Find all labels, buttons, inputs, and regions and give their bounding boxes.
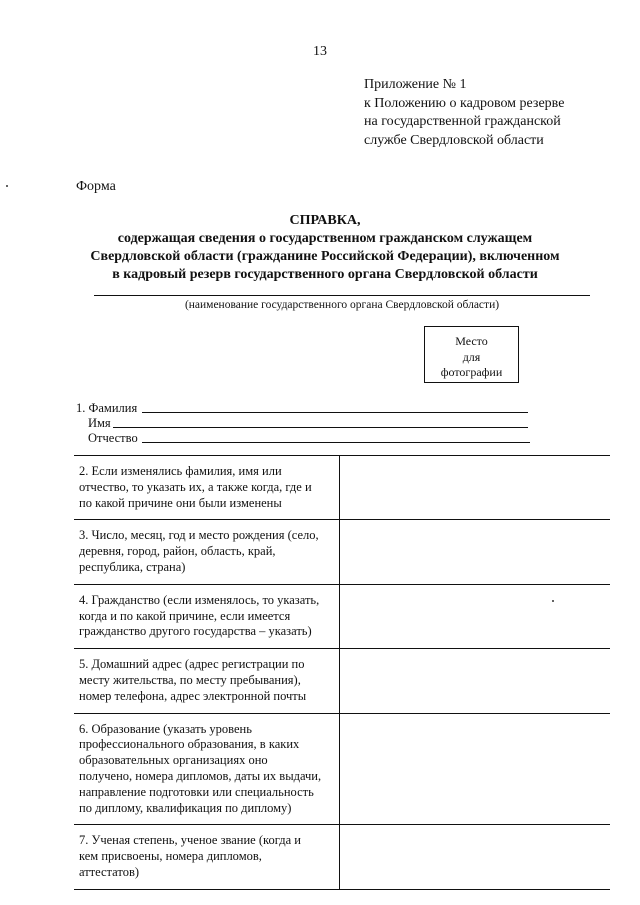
title-line: Свердловской области (гражданине Российской Федерации), включенном <box>90 249 560 264</box>
row-label: 7. Ученая степень, ученое звание (когда и кем присвоены, номера дипломов, аттестатов) <box>74 825 340 889</box>
photo-label-line: для <box>462 349 481 364</box>
table-row <box>74 825 610 889</box>
row-label: 5. Домашний адрес (адрес регистрации по месту жительства, по месту пребывания), номер телефона, адрес электронной почты <box>74 649 340 713</box>
row-value-field[interactable] <box>340 520 611 584</box>
patronymic-field[interactable] <box>142 442 530 443</box>
appendix-line: на государственной гражданской <box>364 114 561 129</box>
table-row <box>74 456 610 520</box>
table-row <box>74 713 610 825</box>
row-label: 6. Образование (указать уровень профессионального образования, в каких образовательных организациях оно получено, номера дипломов, даты их выдачи, направление подготовки или специальность по диплому, квалификация по диплому) <box>74 713 340 825</box>
first-name-label: Имя <box>88 416 111 430</box>
row-value-field[interactable] <box>340 584 611 648</box>
surname-label: 1. Фамилия <box>76 401 138 415</box>
scan-speck <box>6 185 8 187</box>
surname-field[interactable] <box>142 412 528 413</box>
appendix-note <box>364 76 564 150</box>
photo-label-line: фотографии <box>440 365 503 379</box>
row-value-field[interactable] <box>340 649 611 713</box>
title-line: в кадровый резерв государственного органа Свердловской области <box>112 267 538 282</box>
row-label: 3. Число, месяц, год и место рождения (село, деревня, город, район, область, край, республика, страна) <box>74 520 340 584</box>
info-table <box>74 455 610 890</box>
photo-label-line: Место <box>455 334 488 348</box>
row-value-field[interactable] <box>340 825 611 889</box>
org-name-caption: (наименование государственного органа Свердловской области) <box>184 299 500 311</box>
appendix-line: Приложение № 1 <box>364 77 467 92</box>
patronymic-label: Отчество <box>88 431 138 445</box>
row-label: 2. Если изменялись фамилия, имя или отчество, то указать их, а также когда, где и по какой причине они были изменены <box>74 456 340 520</box>
row-value-field[interactable] <box>340 456 611 520</box>
row-value-field[interactable] <box>340 713 611 825</box>
appendix-line: службе Свердловской области <box>364 132 544 148</box>
document-title <box>70 212 580 284</box>
title-line: содержащая сведения о государственном гражданском служащем <box>117 231 533 246</box>
title-line: СПРАВКА, <box>289 213 361 228</box>
org-name-field[interactable] <box>94 295 590 296</box>
form-label: Форма <box>76 179 116 194</box>
appendix-line: к Положению о кадровом резерве <box>364 95 565 111</box>
first-name-field[interactable] <box>113 427 528 428</box>
row-label: 4. Гражданство (если изменялось, то указать, когда и по какой причине, если имеется гражданство другого государства – указать) <box>74 584 340 648</box>
table-row <box>74 584 610 648</box>
page-number: 13 <box>313 44 327 59</box>
scan-speck <box>552 600 554 602</box>
table-row <box>74 649 610 713</box>
table-row <box>74 520 610 584</box>
photo-placeholder[interactable] <box>424 326 519 383</box>
